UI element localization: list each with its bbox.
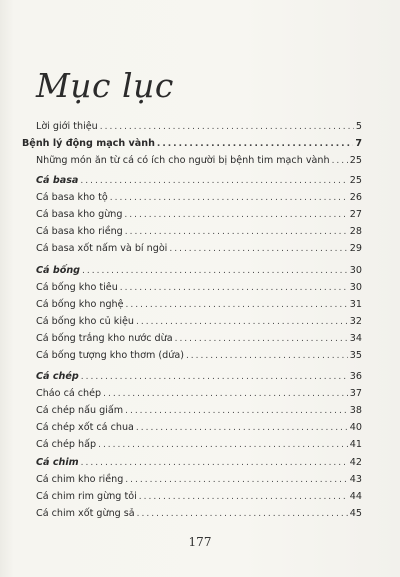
toc-entry-page: 31 <box>349 299 362 310</box>
dot-leader <box>126 299 348 312</box>
toc-entry-page: 30 <box>349 265 362 276</box>
dot-leader <box>125 226 348 239</box>
dot-leader <box>125 405 348 418</box>
toc-section <box>36 264 362 277</box>
toc-entry-page: 38 <box>349 405 362 416</box>
toc-entry <box>36 387 362 400</box>
toc-entry-label: Cá chim xốt gừng sả <box>36 508 135 519</box>
toc-entry-label: Cá chép hấp <box>36 439 97 450</box>
toc-entry-page: 42 <box>349 457 362 468</box>
toc-entry-label: Cá basa kho riềng <box>36 226 123 237</box>
toc-entry-label: Lời giới thiệu <box>36 121 98 132</box>
toc-chapter <box>22 137 362 150</box>
toc-entry-label: Cá chim kho riềng <box>36 474 124 485</box>
toc-entry <box>36 120 362 133</box>
toc-section <box>36 370 362 383</box>
toc-entry <box>36 242 362 255</box>
toc-entry-label: Cá basa kho gừng <box>36 209 123 220</box>
dot-leader <box>81 457 348 470</box>
dot-leader <box>157 138 353 151</box>
toc-entry-page: 41 <box>349 439 362 450</box>
toc-entry-label: Cá basa xốt nấm và bí ngòi <box>36 243 168 254</box>
toc-entry <box>36 332 362 345</box>
toc-entry-label: Cá basa kho tộ <box>36 192 108 203</box>
dot-leader <box>139 491 348 504</box>
dot-leader <box>136 422 348 435</box>
toc-entry <box>36 490 362 503</box>
toc-entry-label: Cá bống kho củ kiệu <box>36 316 134 327</box>
toc-entry <box>36 473 362 486</box>
dot-leader <box>169 243 347 256</box>
toc-entry <box>36 404 362 417</box>
toc-entry-page: 44 <box>349 491 362 502</box>
dot-leader <box>103 388 348 401</box>
toc-entry-label: Cá bống <box>36 265 81 276</box>
toc-entry <box>36 298 362 311</box>
dot-leader <box>137 508 348 521</box>
toc-entry <box>36 315 362 328</box>
toc-entry <box>36 507 362 520</box>
toc-entry-page: 30 <box>349 282 362 293</box>
dot-leader <box>124 209 347 222</box>
toc-entry-label: Cá chép xốt cá chua <box>36 422 134 433</box>
toc-entry-page: 7 <box>355 138 362 149</box>
toc-entry <box>36 421 362 434</box>
toc-entry-page: 34 <box>349 333 362 344</box>
toc-section <box>36 456 362 469</box>
toc-entry-page: 37 <box>349 388 362 399</box>
toc-entry-label: Cá bống kho tiêu <box>36 282 118 293</box>
dot-leader <box>80 175 347 188</box>
toc-entry <box>36 191 362 204</box>
toc-entry-label: Cá bống trắng kho nước dừa <box>36 333 173 344</box>
toc-entry-label: Cá chim rim gừng tỏi <box>36 491 137 502</box>
toc-entry-page: 26 <box>349 192 362 203</box>
toc-entry-label: Cháo cá chép <box>36 388 102 399</box>
toc-entry-page: 5 <box>355 121 362 132</box>
toc-entry-label: Cá chép nấu giấm <box>36 405 124 416</box>
toc-entry <box>36 438 362 451</box>
dot-leader <box>82 265 348 278</box>
toc-entry-page: 25 <box>349 175 362 186</box>
toc-entry <box>36 349 362 362</box>
dot-leader <box>136 316 348 329</box>
toc-section <box>36 174 362 187</box>
dot-leader <box>332 155 348 168</box>
dot-leader <box>125 474 348 487</box>
page-number: 177 <box>188 535 212 549</box>
dot-leader <box>175 333 348 346</box>
toc-entry-page: 25 <box>349 155 362 166</box>
toc-entry <box>36 208 362 221</box>
toc-entry-label: Cá chép <box>36 371 79 382</box>
toc-entry-label: Cá bống kho nghệ <box>36 299 124 310</box>
toc-entry-label: Những món ăn từ cá có ích cho người bị bệnh tim mạch vành <box>36 155 330 166</box>
toc-entry-label: Cá chim <box>36 457 79 468</box>
dot-leader <box>100 121 354 134</box>
toc-entry-page: 45 <box>349 508 362 519</box>
toc-entry-page: 29 <box>349 243 362 254</box>
dot-leader <box>110 192 348 205</box>
dot-leader <box>186 350 348 363</box>
toc-entry-page: 40 <box>349 422 362 433</box>
dot-leader <box>98 439 348 452</box>
dot-leader <box>120 282 348 295</box>
toc-entry-label: Cá basa <box>36 175 79 186</box>
page-title: Mục lục <box>36 66 174 105</box>
toc-entry-label: Bệnh lý động mạch vành <box>22 138 155 149</box>
toc-entry <box>36 281 362 294</box>
toc-entry-page: 43 <box>349 474 362 485</box>
toc-entry <box>36 225 362 238</box>
toc-entry-page: 28 <box>349 226 362 237</box>
toc-entry-page: 27 <box>349 209 362 220</box>
toc-entry <box>36 154 362 167</box>
toc-entry-page: 36 <box>349 371 362 382</box>
dot-leader <box>81 371 348 384</box>
toc-entry-page: 35 <box>349 350 362 361</box>
toc-entry-label: Cá bống tượng kho thơm (dứa) <box>36 350 184 361</box>
toc-entry-page: 32 <box>349 316 362 327</box>
